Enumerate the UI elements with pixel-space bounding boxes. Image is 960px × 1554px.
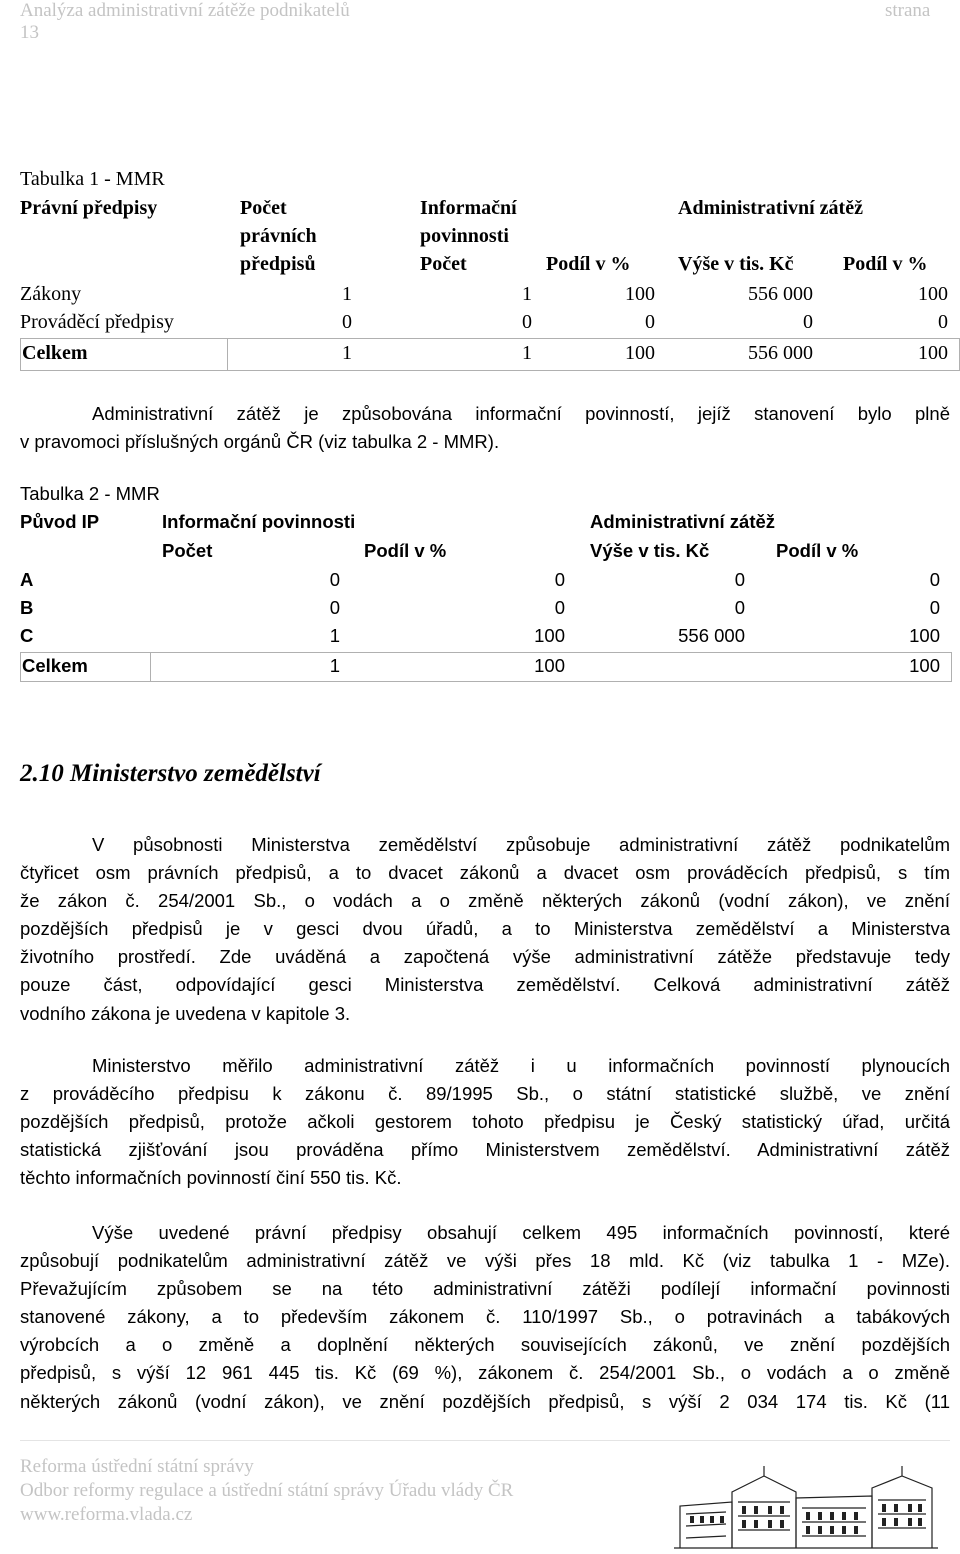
table-1-total-cell: 100 xyxy=(918,342,948,364)
table-1-cell: 556 000 xyxy=(748,283,813,305)
paragraph-line: V působnosti Ministerstva zemědělství způsobuje administrativní zátěž podnikatelům xyxy=(92,834,950,855)
paragraph-line: stanovené zákony, a to především zákonem č. 110/1997 Sb., o potravinách a tabákových xyxy=(20,1306,950,1328)
table-1-col-informacni-2: povinnosti xyxy=(420,225,509,247)
table-1-col-pocet-2: právních xyxy=(240,225,317,247)
table-2-cell: 0 xyxy=(329,597,340,618)
table-2-cell: 1 xyxy=(329,625,340,646)
table-1-row-label: Zákony xyxy=(20,283,82,305)
para-1 xyxy=(20,400,950,456)
table-1-total-cell: 556 000 xyxy=(748,342,813,364)
footer-line-1: Reforma ústřední státní správy xyxy=(20,1456,254,1477)
table-2-col-puvod: Původ IP xyxy=(20,511,100,532)
table-2-cell: 100 xyxy=(534,625,565,646)
paragraph-line: statistická zjišťování jsou prováděna přímo Ministerstvem zemědělství. Administrativní zátěž xyxy=(20,1139,950,1161)
table-1-sub-podil: Podíl v % xyxy=(546,253,631,275)
table-2-rule xyxy=(150,652,151,681)
para-1-line-2: v pravomoci příslušných orgánů ČR (viz tabulka 2 - MMR). xyxy=(20,431,500,452)
paragraph-line: těchto informačních povinností činí 550 tis. Kč. xyxy=(20,1167,402,1189)
table-1-caption: Tabulka 1 - MMR xyxy=(20,168,165,190)
table-2-cell: 0 xyxy=(929,597,940,618)
paragraph-1 xyxy=(20,831,950,1028)
paragraph-line: pouze část, odpovídající gesci Ministerstva zemědělství. Celková administrativní zátěž xyxy=(20,974,950,996)
paragraph-line: z prováděcího předpisu k zákonu č. 89/1995 Sb., o státní statistické službě, ve znění xyxy=(20,1083,950,1105)
table-2-sub-podil: Podíl v % xyxy=(364,540,447,561)
table-1-rule xyxy=(227,338,228,370)
table-2-col-informacni: Informační povinnosti xyxy=(162,511,356,532)
table-2-rule xyxy=(20,652,21,681)
table-1-rule xyxy=(20,370,960,371)
table-2-cell: 0 xyxy=(734,597,745,618)
table-1-sub-pocet: Počet xyxy=(420,253,467,275)
paragraph-line: výrobcích a o změně a doplnění některých souvisejících zákonů, ve znění pozdějších xyxy=(20,1334,950,1356)
paragraph-3 xyxy=(20,1219,950,1416)
table-2-rule xyxy=(20,681,952,682)
table-2-row-label: B xyxy=(20,597,34,618)
table-2-total-cell: 100 xyxy=(909,655,940,676)
footer-rule xyxy=(20,1440,950,1441)
table-1-col-admin: Administrativní zátěž xyxy=(678,197,863,219)
table-1-total-cell: 100 xyxy=(625,342,655,364)
table-1-col-informacni-1: Informační xyxy=(420,197,517,219)
table-1-cell: 1 xyxy=(342,283,352,305)
paragraph-line: vodního zákona je uvedena v kapitole 3. xyxy=(20,1002,351,1024)
table-1-sub-podil2: Podíl v % xyxy=(843,253,928,275)
paragraph-line: některých zákonů (vodní zákon), ve znění pozdějších předpisů, s výší 2 034 174 tis. Kč (11 xyxy=(20,1390,950,1412)
table-1-cell: 0 xyxy=(645,311,655,333)
paragraph-line: Výše uvedené právní předpisy obsahují celkem 495 informačních povinností, které xyxy=(92,1222,950,1243)
table-1-cell: 0 xyxy=(938,311,948,333)
table-2-rule xyxy=(951,652,952,681)
paragraph-line: způsobují podnikatelům administrativní zátěž ve výši přes 18 mld. Kč (viz tabulka 1 - MZe). xyxy=(20,1250,950,1272)
table-2-cell: 100 xyxy=(909,625,940,646)
table-1-cell: 100 xyxy=(625,283,655,305)
footer-line-3: www.reforma.vlada.cz xyxy=(20,1504,193,1525)
table-1-cell: 1 xyxy=(522,283,532,305)
table-2-total-label: Celkem xyxy=(22,655,88,676)
paragraph-line: předpisů, s výší 12 961 445 tis. Kč (69 %), zákonem č. 254/2001 Sb., o vodách a o změně xyxy=(20,1362,950,1384)
table-2-cell: 0 xyxy=(329,569,340,590)
table-2-sub-vyse: Výše v tis. Kč xyxy=(590,540,710,561)
table-1-cell: 0 xyxy=(803,311,813,333)
table-2-col-admin: Administrativní zátěž xyxy=(590,511,776,532)
table-1-row-label: Prováděcí předpisy xyxy=(20,311,174,333)
table-2-cell: 0 xyxy=(554,569,565,590)
paragraph-line: Ministerstvo měřilo administrativní zátěž i u informačních povinností plynoucích xyxy=(92,1055,950,1076)
paragraph-line: pozdějších předpisů, protože ačkoli gestorem tohoto předpisu je Český statistický úřad, určitá xyxy=(20,1111,950,1133)
para-1-line-1: Administrativní zátěž je způsobována informační povinností, jejíž stanovení bylo plně xyxy=(92,403,950,424)
paragraph-line: životního prostředí. Zde uváděná a započtená výše administrativní zátěže představuje tedy xyxy=(20,946,950,968)
section-heading: 2.10 Ministerstvo zemědělství xyxy=(20,760,321,787)
table-2-total-cell: 1 xyxy=(329,655,340,676)
paragraph-line: čtyřicet osm právních předpisů, a to dvacet zákonů a dvacet osm prováděcích předpisů, s tím xyxy=(20,862,950,884)
header-page-label: strana xyxy=(885,0,931,21)
table-1-col-pocet-1: Počet xyxy=(240,197,287,219)
table-1-total-cell: 1 xyxy=(522,342,532,364)
table-2-cell: 0 xyxy=(554,597,565,618)
table-1-cell: 0 xyxy=(342,311,352,333)
table-1-col-pravni: Právní předpisy xyxy=(20,197,158,219)
table-1-total-cell: 1 xyxy=(342,342,352,364)
table-1-cell: 0 xyxy=(522,311,532,333)
table-2-cell: 0 xyxy=(734,569,745,590)
table-2-row-label: A xyxy=(20,569,34,590)
table-1-total-label: Celkem xyxy=(22,342,88,364)
paragraph-line: že zákon č. 254/2001 Sb., o vodách a o změně některých zákonů (vodní zákon), ve znění xyxy=(20,890,950,912)
table-1-rule xyxy=(20,338,960,339)
table-2-caption: Tabulka 2 - MMR xyxy=(20,483,160,504)
table-2-cell: 556 000 xyxy=(678,625,745,646)
table-1-rule xyxy=(20,338,21,370)
table-2-sub-podil2: Podíl v % xyxy=(776,540,859,561)
table-2-rule xyxy=(20,652,952,653)
table-1-sub-vyse: Výše v tis. Kč xyxy=(678,253,794,275)
table-2-row-label: C xyxy=(20,625,34,646)
paragraph-line: Převažujícím způsobem se na této administrativní zátěži podílejí informační povinnosti xyxy=(20,1278,950,1300)
table-2-sub-pocet: Počet xyxy=(162,540,213,561)
header-title: Analýza administrativní zátěže podnikatelů xyxy=(20,0,350,21)
table-1-col-pocet-3: předpisů xyxy=(240,253,316,275)
paragraph-2 xyxy=(20,1052,950,1192)
table-2-cell: 0 xyxy=(929,569,940,590)
footer-line-2: Odbor reformy regulace a ústřední státní správy Úřadu vlády ČR xyxy=(20,1480,514,1501)
table-1-cell: 100 xyxy=(918,283,948,305)
table-2-total-cell: 100 xyxy=(534,655,565,676)
paragraph-line: pozdějších předpisů je v gesci dvou úřadů, a to Ministerstva zemědělství a Ministerstva xyxy=(20,918,950,940)
header-page-number: 13 xyxy=(20,22,39,43)
government-building-drawing xyxy=(672,1462,940,1550)
